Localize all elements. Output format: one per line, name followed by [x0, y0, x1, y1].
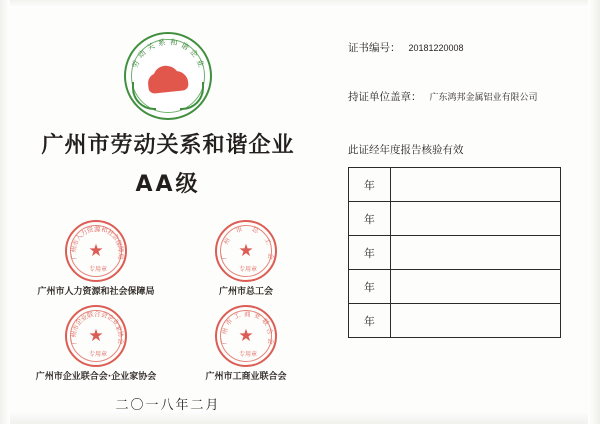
- annual-table-row: [349, 236, 561, 270]
- certificate-grade: AA级: [135, 172, 201, 197]
- official-seal-3: 广 州 市 工 商 业 联 合 会 ★ 专用章: [215, 305, 277, 367]
- page-edge-right: [588, 0, 600, 424]
- annual-section: [348, 142, 570, 338]
- holder-label: 持证单位盖章：: [348, 91, 422, 103]
- seal-bottom-text-3: 专用章: [238, 351, 257, 358]
- seal-block-0: [31, 220, 161, 297]
- cert-number-value: 20181220008: [408, 43, 464, 53]
- annual-verification-table: [348, 167, 561, 338]
- annual-note-cell-3[interactable]: [390, 270, 560, 304]
- cert-number-label: 证书编号：: [348, 42, 401, 54]
- certificate-left-panel: [18, 28, 318, 413]
- official-seal-2: 广 州 市 企 业 联 合 会 企 业 家 协 会 ★ 专用章: [65, 305, 127, 367]
- seal-bottom-text-1: 专用章: [238, 266, 257, 273]
- annual-note-cell-4[interactable]: [390, 304, 560, 338]
- annual-note-cell-1[interactable]: [390, 202, 560, 236]
- annual-note-cell-2[interactable]: [390, 236, 560, 270]
- annual-table-row: [349, 304, 561, 338]
- official-seal-1: 广 州 市 总 工 会 ★ 专用章: [215, 220, 277, 282]
- annual-year-cell-3: 年: [349, 270, 391, 304]
- page-edge-left: [0, 0, 10, 424]
- seal-caption-2: 广州市企业联合会·企业家协会: [35, 372, 157, 382]
- emblem-arc-text: 劳 动 关 系 和 谐 企 业: [130, 36, 207, 70]
- annual-year-cell-0: 年: [349, 168, 391, 202]
- seal-star-2: ★: [88, 326, 104, 345]
- seal-block-1: [187, 220, 305, 297]
- seal-caption-1: 广州市总工会: [218, 287, 273, 297]
- cert-number-row: [348, 40, 570, 55]
- seal-block-3: [187, 305, 305, 382]
- annual-year-cell-4: 年: [349, 304, 391, 338]
- annual-table-row: [349, 168, 561, 202]
- certificate-right-panel: [348, 40, 570, 338]
- seals-area: [18, 220, 318, 380]
- annual-table-row: [349, 270, 561, 304]
- seal-star-1: ★: [238, 241, 254, 260]
- certificate-title: 广州市劳动关系和谐企业: [41, 133, 295, 158]
- seal-star-0: ★: [88, 241, 104, 260]
- annual-table-row: [349, 202, 561, 236]
- seal-bottom-text-0: 专用章: [88, 266, 107, 273]
- seal-star-3: ★: [238, 326, 254, 345]
- annual-year-cell-1: 年: [349, 202, 391, 236]
- seal-caption-3: 广州市工商业联合会: [205, 372, 287, 382]
- seal-block-2: [31, 305, 161, 382]
- laurel-right-icon: [180, 82, 204, 110]
- issue-date: 二〇一八年二月: [115, 398, 221, 413]
- annual-year-cell-2: 年: [349, 236, 391, 270]
- seal-caption-0: 广州市人力资源和社会保障局: [37, 287, 155, 297]
- page-edge-top: [0, 0, 600, 8]
- holder-row: [348, 89, 570, 104]
- annual-note: 此证经年度报告核验有效: [348, 144, 464, 156]
- seal-bottom-text-2: 专用章: [88, 351, 107, 358]
- official-seal-0: 广 州 市 人 力 资 源 和 社 会 保 障 局 ★ 专用章: [65, 220, 127, 282]
- annual-note-cell-0[interactable]: [390, 168, 560, 202]
- harmonious-enterprise-emblem: [116, 32, 220, 118]
- holder-value: 广东鸿邦金属铝业有限公司: [429, 93, 538, 103]
